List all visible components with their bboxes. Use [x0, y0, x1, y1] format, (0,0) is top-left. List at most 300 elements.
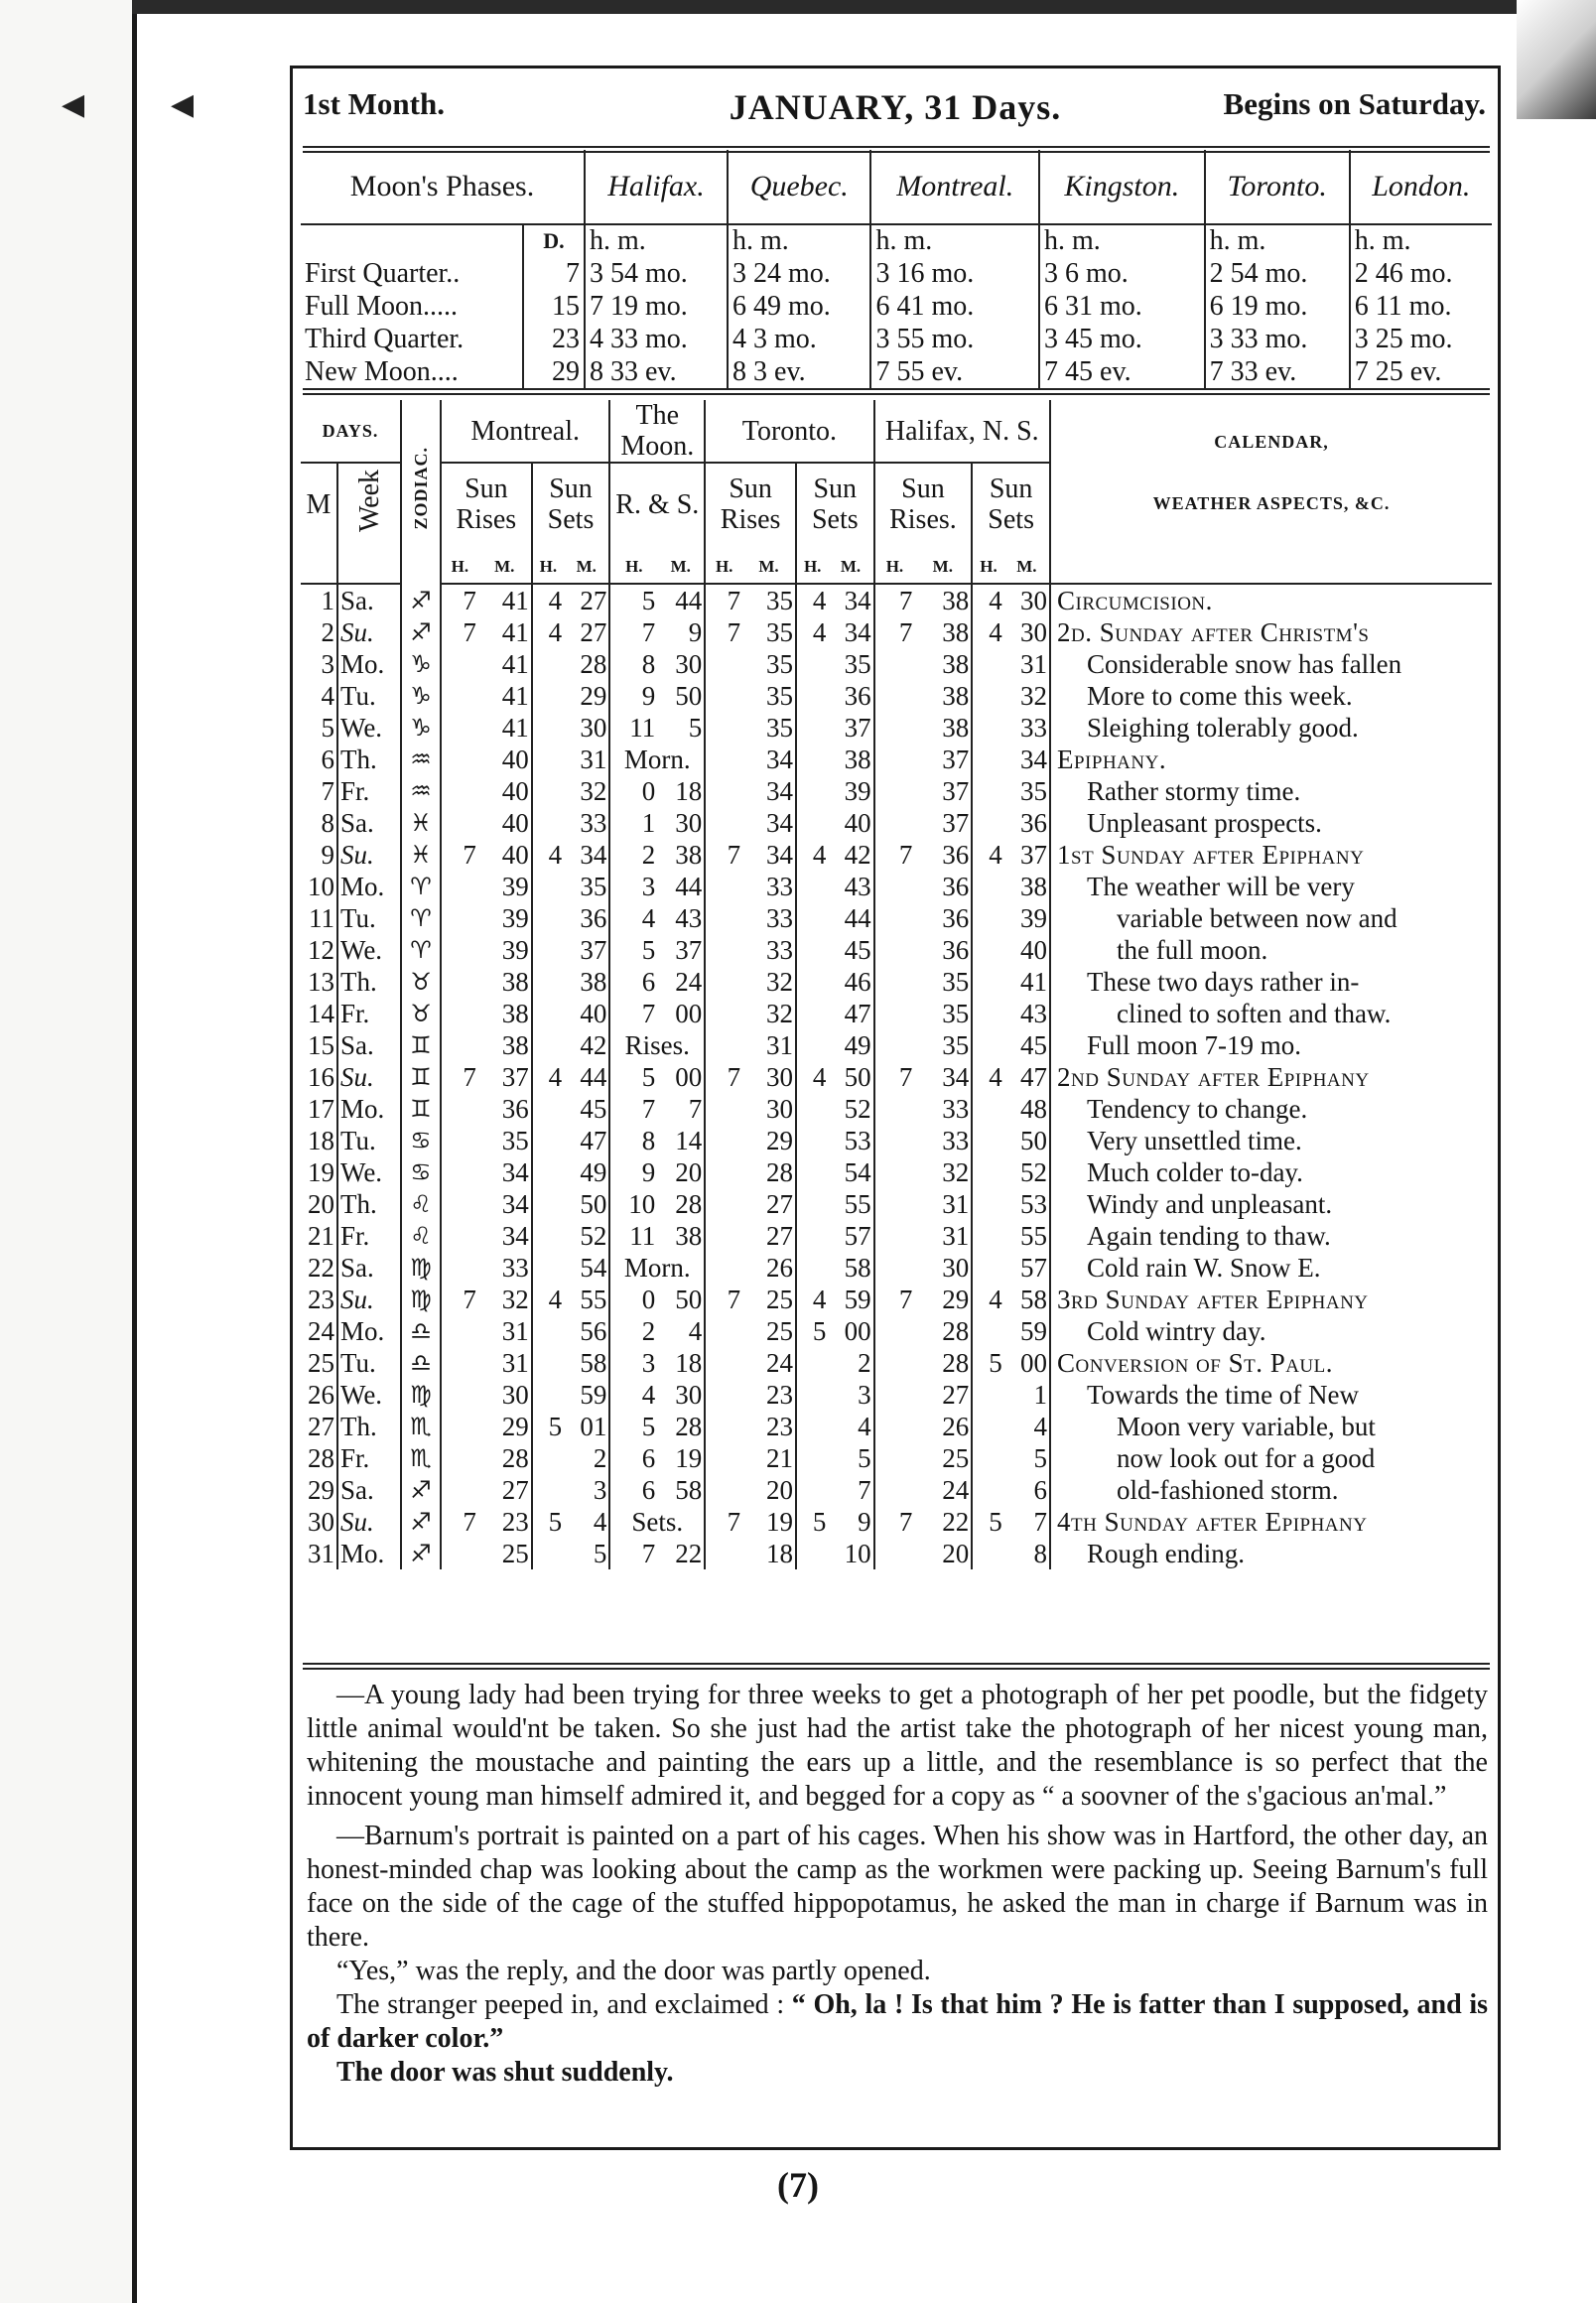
montreal-rise-minute: 38: [501, 1030, 529, 1060]
toronto-set-hour: [796, 1156, 828, 1188]
montreal-set-minute: 58: [580, 1348, 607, 1378]
moon-rise-set-hour: 7: [609, 1538, 657, 1569]
week-day: We.: [337, 934, 401, 966]
toronto-rise-hour: [705, 1442, 742, 1474]
month-day: 10: [308, 872, 334, 901]
toronto-set-hour: 4: [796, 1284, 828, 1315]
toronto-set-hour: 4: [796, 1061, 828, 1093]
weather-note: 2nd Sunday after Epiphany: [1050, 1061, 1492, 1093]
montreal-set-minute: 49: [580, 1157, 607, 1187]
montreal-rise-minute: 40: [501, 745, 529, 774]
month-day: 7: [321, 776, 334, 806]
halifax-rise-minute: 37: [942, 776, 970, 806]
zodiac-sign: ♒: [401, 775, 441, 807]
calendar-row: [301, 1061, 1492, 1093]
moon-rise-set-minute: 38: [675, 840, 703, 870]
halifax-rise-hour: [874, 1474, 915, 1506]
halifax-rise-minute: 31: [942, 1221, 970, 1251]
time-unit: h. m.: [728, 224, 870, 257]
toronto-set-hour: 4: [796, 616, 828, 648]
zodiac-sign: ♉: [401, 998, 441, 1029]
toronto-set-minute: 4: [858, 1412, 871, 1441]
toronto-rise-minute: 27: [765, 1221, 793, 1251]
zodiac-sign: ♐: [401, 584, 441, 616]
toronto-rise-hour: [705, 807, 742, 839]
phase-time: 6 31 mo.: [1039, 290, 1205, 323]
montreal-sun-rises: Sun Rises: [441, 463, 532, 545]
toronto-set-minute: 44: [844, 903, 871, 933]
page-curl: [1517, 0, 1596, 119]
zodiac-sign: ♈: [401, 902, 441, 934]
moon-rise-set-hour: 10: [609, 1188, 657, 1220]
montreal-set-hour: 4: [532, 616, 564, 648]
week-day: Su.: [337, 1061, 401, 1093]
day-unit: D.: [523, 224, 585, 257]
toronto-rise-minute: 32: [765, 967, 793, 997]
moon-rise-set-minute: 37: [675, 935, 703, 965]
month-header: [293, 68, 1498, 150]
montreal-set-minute: 50: [580, 1189, 607, 1219]
moon-rise-set-hour: 0: [609, 775, 657, 807]
halifax-rise-hour: [874, 934, 915, 966]
margin-mark-right: ◀: [171, 88, 195, 121]
zodiac-sign: ♍: [401, 1379, 441, 1411]
month-day: 30: [308, 1507, 334, 1537]
montreal-rise-hour: [441, 648, 478, 680]
phase-time: 3 25 mo.: [1350, 323, 1492, 355]
phase-time: 3 6 mo.: [1039, 257, 1205, 290]
toronto-rise-hour: 7: [705, 1061, 742, 1093]
toronto-set-hour: [796, 1125, 828, 1156]
weather-note: Much colder to-day.: [1050, 1156, 1492, 1188]
montreal-set-minute: 01: [580, 1412, 607, 1441]
toronto-set-minute: 36: [844, 681, 871, 711]
week-day: Fr.: [337, 1220, 401, 1252]
toronto-rise-minute: 35: [765, 713, 793, 743]
halifax-rise-minute: 34: [942, 1062, 970, 1092]
montreal-set-minute: 52: [580, 1221, 607, 1251]
zodiac-sign: ♏: [401, 1442, 441, 1474]
montreal-set-minute: 2: [593, 1443, 607, 1473]
weather-note: Moon very variable, but: [1050, 1411, 1492, 1442]
week-day: Sa.: [337, 807, 401, 839]
calendar-row: [301, 1442, 1492, 1474]
halifax-set-hour: [972, 998, 1003, 1029]
montreal-rise-minute: 28: [501, 1443, 529, 1473]
moon-rise-set-hour: 4: [609, 902, 657, 934]
notes-header: CALENDAR, WEATHER ASPECTS, &C.: [1050, 400, 1492, 545]
zodiac-sign: ♍: [401, 1284, 441, 1315]
calendar-row: [301, 807, 1492, 839]
weather-note: Conversion of St. Paul.: [1050, 1347, 1492, 1379]
halifax-rise-minute: 32: [942, 1157, 970, 1187]
moon-rise-set-minute: 44: [675, 872, 703, 901]
halifax-set-minute: 40: [1020, 935, 1047, 965]
toronto-set-minute: 59: [844, 1285, 871, 1314]
halifax-set-hour: [972, 966, 1003, 998]
zodiac-sign: ♈: [401, 871, 441, 902]
calendar-row: [301, 1411, 1492, 1442]
phase-time: 6 11 mo.: [1350, 290, 1492, 323]
halifax-set-minute: 00: [1020, 1348, 1047, 1378]
montreal-rise-hour: [441, 902, 478, 934]
montreal-rise-minute: 34: [501, 1189, 529, 1219]
month-day: 20: [308, 1189, 334, 1219]
moon-rise-set-minute: 00: [675, 1062, 703, 1092]
montreal-rise-hour: 7: [441, 616, 478, 648]
weather-note: variable between now and: [1050, 902, 1492, 934]
moon-rise-set-minute: 18: [675, 1348, 703, 1378]
halifax-rise-minute: 36: [942, 840, 970, 870]
toronto-set-hour: [796, 1411, 828, 1442]
moon-rise-set-hour: 6: [609, 966, 657, 998]
montreal-rise-minute: 27: [501, 1475, 529, 1505]
toronto-set-minute: 00: [844, 1316, 871, 1346]
phase-name: First Quarter..: [305, 257, 461, 289]
montreal-set-hour: [532, 1442, 564, 1474]
halifax-rise-minute: 22: [942, 1507, 970, 1537]
calendar-row: [301, 1474, 1492, 1506]
toronto-rise-hour: [705, 871, 742, 902]
halifax-set-hour: [972, 1442, 1003, 1474]
zodiac-sign: ♐: [401, 616, 441, 648]
week-day: Tu.: [337, 902, 401, 934]
anecdote-barnum: —Barnum's portrait is painted on a part of his cages. When his show was in Hartford, the other day, an honest-minded chap was looking about the camp as the workmen were packing up. Seeing Barnum's full face on the side of the cage of the stuffed hippopotamus, he asked the man in charge if Barnum was in there.: [307, 1821, 1488, 1953]
halifax-set-minute: 52: [1020, 1157, 1047, 1187]
zodiac-sign: ♑: [401, 648, 441, 680]
halifax-set-minute: 55: [1020, 1221, 1047, 1251]
toronto-set-hour: [796, 775, 828, 807]
week-day: We.: [337, 1379, 401, 1411]
moon-rise-set-hour: 3: [609, 871, 657, 902]
toronto-rise-minute: 32: [765, 999, 793, 1028]
toronto-rise-hour: [705, 1379, 742, 1411]
month-day: 9: [321, 840, 334, 870]
halifax-rise-hour: [874, 1156, 915, 1188]
montreal-set-minute: 47: [580, 1126, 607, 1155]
month-day: 19: [308, 1157, 334, 1187]
toronto-rise-minute: 34: [765, 840, 793, 870]
montreal-set-hour: [532, 775, 564, 807]
moon-rise-set-hour: Morn.: [609, 1252, 705, 1284]
halifax-set-hour: [972, 871, 1003, 902]
toronto-rise-minute: 35: [765, 586, 793, 615]
montreal-rise-hour: [441, 1347, 478, 1379]
montreal-rise-hour: [441, 712, 478, 744]
margin-mark-left: ◀: [62, 88, 85, 121]
toronto-rise-minute: 34: [765, 808, 793, 838]
halifax-set-minute: 59: [1020, 1316, 1047, 1346]
moon-rise-set-minute: 30: [675, 1380, 703, 1410]
moon-rise-set-hour: 9: [609, 1156, 657, 1188]
phase-day: 29: [523, 355, 585, 388]
weather-note: Again tending to thaw.: [1050, 1220, 1492, 1252]
calendar-row: [301, 902, 1492, 934]
halifax-rise-hour: [874, 1252, 915, 1284]
zodiac-sign: ♊: [401, 1029, 441, 1061]
week-day: We.: [337, 1156, 401, 1188]
toronto-set-hour: [796, 1220, 828, 1252]
halifax-rise-minute: 20: [942, 1539, 970, 1568]
toronto-rise-hour: 7: [705, 1506, 742, 1538]
montreal-set-hour: [532, 648, 564, 680]
phase-time: 7 55 ev.: [870, 355, 1039, 388]
halifax-rise-hour: [874, 1188, 915, 1220]
montreal-rise-minute: 39: [501, 935, 529, 965]
moon-rise-set-minute: 28: [675, 1412, 703, 1441]
week-day: Tu.: [337, 680, 401, 712]
toronto-rise-hour: 7: [705, 1284, 742, 1315]
halifax-rise-minute: 38: [942, 586, 970, 615]
toronto-rise-minute: 27: [765, 1189, 793, 1219]
halifax-rise-minute: 28: [942, 1348, 970, 1378]
week-day-header: Week: [337, 463, 401, 545]
zodiac-sign: ♎: [401, 1347, 441, 1379]
toronto-set-hour: [796, 680, 828, 712]
city-montreal: Montreal.: [870, 150, 1039, 224]
montreal-rise-hour: [441, 1474, 478, 1506]
halifax-set-minute: 4: [1033, 1412, 1047, 1441]
unit-hours: H.: [609, 545, 657, 584]
halifax-rise-minute: 36: [942, 935, 970, 965]
moon-phases-table: [301, 150, 1492, 388]
toronto-rise-hour: [705, 1315, 742, 1347]
week-day: Su.: [337, 839, 401, 871]
calendar-row: [301, 1093, 1492, 1125]
weather-note: The weather will be very: [1050, 871, 1492, 902]
moon-rise-set-minute: 22: [675, 1539, 703, 1568]
month-day: 31: [308, 1539, 334, 1568]
moon-phase-row: [301, 257, 1492, 290]
week-day: Fr.: [337, 775, 401, 807]
montreal-set-minute: 27: [580, 586, 607, 615]
toronto-rise-hour: [705, 1538, 742, 1569]
city-quebec: Quebec.: [728, 150, 870, 224]
toronto-rise-minute: 35: [765, 649, 793, 679]
calendar-row: [301, 839, 1492, 871]
toronto-set-hour: [796, 1188, 828, 1220]
month-day: 23: [308, 1285, 334, 1314]
toronto-rise-minute: 19: [765, 1507, 793, 1537]
phase-time: 4 3 mo.: [728, 323, 870, 355]
toronto-rise-hour: [705, 680, 742, 712]
weather-note: Very unsettled time.: [1050, 1125, 1492, 1156]
halifax-rise-minute: 29: [942, 1285, 970, 1314]
toronto-rise-minute: 30: [765, 1062, 793, 1092]
halifax-rise-hour: 7: [874, 616, 915, 648]
montreal-set-hour: [532, 744, 564, 775]
toronto-set-minute: 37: [844, 713, 871, 743]
unit-hours: H.: [874, 545, 915, 584]
halifax-rise-minute: 36: [942, 872, 970, 901]
halifax-set-minute: 37: [1020, 840, 1047, 870]
toronto-set-hour: [796, 998, 828, 1029]
phase-time: 3 16 mo.: [870, 257, 1039, 290]
city-kingston: Kingston.: [1039, 150, 1205, 224]
toronto-set-minute: 45: [844, 935, 871, 965]
halifax-set-minute: 48: [1020, 1094, 1047, 1124]
toronto-set-minute: 52: [844, 1094, 871, 1124]
moon-rise-set-minute: 18: [675, 776, 703, 806]
time-unit: h. m.: [1039, 224, 1205, 257]
weather-note: Rough ending.: [1050, 1538, 1492, 1569]
anecdote-stranger: The stranger peeped in, and exclaimed : “ Oh, la ! Is that him ? He is fatter than I supposed, and is of darker color.”: [307, 1989, 1489, 2054]
toronto-set-hour: [796, 648, 828, 680]
moon-rise-set-minute: 4: [688, 1316, 703, 1346]
montreal-sun-sets: Sun Sets: [532, 463, 610, 545]
montreal-rise-hour: [441, 1538, 478, 1569]
montreal-rise-minute: 41: [501, 617, 529, 647]
moon-rise-set-minute: 24: [675, 967, 703, 997]
halifax-rise-hour: [874, 680, 915, 712]
montreal-set-hour: [532, 1315, 564, 1347]
halifax-set-minute: 8: [1033, 1539, 1047, 1568]
weather-note: 1st Sunday after Epiphany: [1050, 839, 1492, 871]
halifax-set-hour: [972, 1252, 1003, 1284]
toronto-set-hour: [796, 1538, 828, 1569]
week-day: Sa.: [337, 584, 401, 616]
unit-minutes: M.: [478, 545, 532, 584]
phase-time: 6 49 mo.: [728, 290, 870, 323]
moon-rise-set-minute: 58: [675, 1475, 703, 1505]
halifax-set-minute: 41: [1020, 967, 1047, 997]
montreal-set-minute: 33: [580, 808, 607, 838]
toronto-sun-rises: Sun Rises: [705, 463, 796, 545]
halifax-set-hour: [972, 807, 1003, 839]
week-day: Fr.: [337, 998, 401, 1029]
halifax-rise-hour: [874, 1442, 915, 1474]
montreal-rise-hour: [441, 775, 478, 807]
calendar-row: [301, 1188, 1492, 1220]
phase-time: 6 19 mo.: [1205, 290, 1350, 323]
unit-hours: H.: [972, 545, 1003, 584]
zodiac-sign: ♊: [401, 1093, 441, 1125]
toronto-rise-hour: [705, 1188, 742, 1220]
moon-rise-set-hour: 7: [609, 998, 657, 1029]
toronto-rise-hour: 7: [705, 584, 742, 616]
halifax-rise-minute: 37: [942, 745, 970, 774]
halifax-rise-minute: 35: [942, 967, 970, 997]
moon-rise-set-hour: Morn.: [609, 744, 705, 775]
section-rule: [303, 388, 1490, 395]
montreal-set-hour: [532, 1538, 564, 1569]
halifax-set-minute: 43: [1020, 999, 1047, 1028]
week-day: Mo.: [337, 1093, 401, 1125]
halifax-set-hour: [972, 1029, 1003, 1061]
toronto-set-hour: 4: [796, 839, 828, 871]
montreal-rise-hour: [441, 1220, 478, 1252]
toronto-set-minute: 43: [844, 872, 871, 901]
halifax-rise-hour: [874, 1379, 915, 1411]
montreal-rise-hour: [441, 1029, 478, 1061]
moon-rise-set-minute: 00: [675, 999, 703, 1028]
week-day: Sa.: [337, 1252, 401, 1284]
montreal-set-hour: [532, 1379, 564, 1411]
anecdote-ending: The door was shut suddenly.: [336, 2057, 674, 2088]
calendar-row: [301, 1379, 1492, 1411]
moon-rise-set-hour: Sets.: [609, 1506, 705, 1538]
moon-rise-set-minute: 9: [688, 617, 703, 647]
zodiac-sign: ♑: [401, 712, 441, 744]
month-day: 15: [308, 1030, 334, 1060]
halifax-rise-hour: 7: [874, 1061, 915, 1093]
halifax-set-minute: 7: [1033, 1507, 1047, 1537]
week-day: Mo.: [337, 871, 401, 902]
moon-rise-set-minute: 20: [675, 1157, 703, 1187]
moon-rise-set-hour: 2: [609, 839, 657, 871]
month-day: 26: [308, 1380, 334, 1410]
toronto-rise-hour: [705, 966, 742, 998]
moon-rise-set-hour: 5: [609, 934, 657, 966]
moon-rise-set-hour: 7: [609, 1093, 657, 1125]
montreal-rise-minute: 34: [501, 1157, 529, 1187]
phase-time: 8 3 ev.: [728, 355, 870, 388]
montreal-rise-minute: 30: [501, 1380, 529, 1410]
halifax-rise-minute: 35: [942, 999, 970, 1028]
calendar-row: [301, 775, 1492, 807]
toronto-set-minute: 5: [858, 1443, 871, 1473]
toronto-rise-hour: [705, 1411, 742, 1442]
phase-day: 7: [523, 257, 585, 290]
month-day: 13: [308, 967, 334, 997]
moon-phases-title: Moon's Phases.: [301, 150, 585, 224]
phase-time: 3 55 mo.: [870, 323, 1039, 355]
calendar-row: [301, 744, 1492, 775]
montreal-set-minute: 59: [580, 1380, 607, 1410]
montreal-rise-hour: [441, 966, 478, 998]
zodiac-sign: ♓: [401, 839, 441, 871]
month-title: JANUARY, 31 Days.: [729, 87, 1062, 127]
zodiac-sign: ♐: [401, 1538, 441, 1569]
montreal-set-hour: [532, 1220, 564, 1252]
toronto-set-minute: 2: [858, 1348, 871, 1378]
calendar-row: [301, 1220, 1492, 1252]
halifax-set-minute: 30: [1020, 617, 1047, 647]
month-day: 28: [308, 1443, 334, 1473]
toronto-rise-hour: [705, 902, 742, 934]
halifax-rise-minute: 31: [942, 1189, 970, 1219]
halifax-rise-hour: [874, 1347, 915, 1379]
toronto-set-hour: 5: [796, 1506, 828, 1538]
halifax-rise-hour: [874, 1220, 915, 1252]
moon-rs: R. & S.: [609, 463, 705, 545]
weather-note: 4th Sunday after Epiphany: [1050, 1506, 1492, 1538]
halifax-set-hour: 4: [972, 584, 1003, 616]
unit-minutes: M.: [742, 545, 796, 584]
toronto-set-minute: 40: [844, 808, 871, 838]
halifax-set-hour: [972, 775, 1003, 807]
calendar-row: [301, 1506, 1492, 1538]
montreal-set-hour: [532, 871, 564, 902]
phase-time: 7 45 ev.: [1039, 355, 1205, 388]
toronto-set-minute: 58: [844, 1253, 871, 1283]
moon-rise-set-hour: 8: [609, 648, 657, 680]
toronto-rise-minute: 35: [765, 617, 793, 647]
halifax-rise-minute: 25: [942, 1443, 970, 1473]
halifax-set-hour: [972, 1315, 1003, 1347]
halifax-set-hour: [972, 1411, 1003, 1442]
weather-note: Towards the time of New: [1050, 1379, 1492, 1411]
month-day: 16: [308, 1062, 334, 1092]
toronto-set-minute: 53: [844, 1126, 871, 1155]
unit-minutes: M.: [828, 545, 873, 584]
calendar-row: [301, 1315, 1492, 1347]
time-unit: h. m.: [585, 224, 728, 257]
montreal-set-hour: 4: [532, 584, 564, 616]
halifax-set-hour: [972, 648, 1003, 680]
halifax-rise-minute: 38: [942, 649, 970, 679]
montreal-set-hour: [532, 1125, 564, 1156]
